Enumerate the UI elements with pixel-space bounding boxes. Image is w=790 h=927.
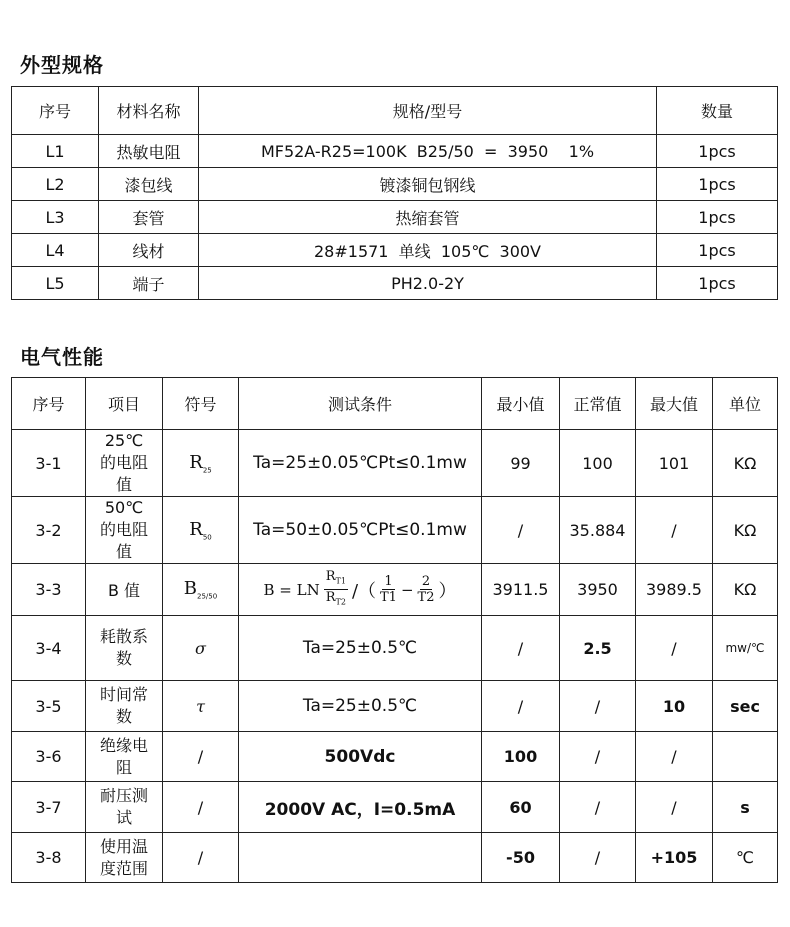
row-id: L4 [12, 234, 99, 267]
table-row [12, 681, 778, 732]
test-condition-formula [239, 564, 482, 616]
symbol: / [163, 782, 239, 833]
symbol: / [163, 833, 239, 883]
appearance-spec-table [11, 86, 778, 300]
spec-model: 镀漆铜包钢线 [199, 168, 657, 201]
table-row [12, 201, 778, 234]
unit: KΩ [713, 497, 778, 564]
item-name: 时间常数 [86, 681, 163, 732]
min-value: 100 [482, 732, 560, 782]
row-id: L5 [12, 267, 99, 300]
table-row [12, 267, 778, 300]
table-row [12, 135, 778, 168]
symbol-sub: 50 [202, 533, 212, 542]
test-condition: Ta=25±0.5℃ [239, 616, 482, 681]
min-value: / [482, 497, 560, 564]
table-header-row [12, 378, 778, 430]
test-condition: Ta=50±0.05℃Pt≤0.1mw [239, 497, 482, 564]
header-cell: 规格/型号 [199, 87, 657, 135]
symbol-main: R [189, 451, 203, 473]
item-name: 50℃的电阻值 [86, 497, 163, 564]
table-row [12, 234, 778, 267]
nominal-value: / [560, 681, 636, 732]
unit: KΩ [713, 430, 778, 497]
test-condition: 500Vdc [239, 732, 482, 782]
table-row [12, 782, 778, 833]
unit: KΩ [713, 564, 778, 616]
symbol: / [163, 732, 239, 782]
electrical-performance-table [11, 377, 778, 883]
material-name: 漆包线 [99, 168, 199, 201]
quantity: 1pcs [657, 234, 778, 267]
row-id: 3-6 [12, 732, 86, 782]
header-cell: 序号 [12, 87, 99, 135]
unit: mw/℃ [713, 616, 778, 681]
nominal-value: 3950 [560, 564, 636, 616]
header-cell: 数量 [657, 87, 778, 135]
formula-fraction [324, 569, 348, 609]
quantity: 1pcs [657, 168, 778, 201]
item-name: 耐压测试 [86, 782, 163, 833]
frac-num-sub: T1 [335, 577, 346, 586]
max-value: / [636, 782, 713, 833]
frac-num: R [325, 569, 336, 585]
unit: s [713, 782, 778, 833]
header-cell: 符号 [163, 378, 239, 430]
max-value: 10 [636, 681, 713, 732]
b-value-formula [263, 569, 456, 609]
row-id: 3-2 [12, 497, 86, 564]
max-value: / [636, 497, 713, 564]
nominal-value: / [560, 782, 636, 833]
row-id: L2 [12, 168, 99, 201]
formula-prefix: B = LN [263, 580, 320, 599]
row-id: 3-8 [12, 833, 86, 883]
spec-model: 28#1571 单线 105℃ 300V [199, 234, 657, 267]
test-condition [239, 833, 482, 883]
max-value: / [636, 732, 713, 782]
nominal-value: / [560, 732, 636, 782]
max-value: 3989.5 [636, 564, 713, 616]
unit: sec [713, 681, 778, 732]
table-row [12, 732, 778, 782]
unit: ℃ [713, 833, 778, 883]
unit [713, 732, 778, 782]
spec-model: 热缩套管 [199, 201, 657, 234]
table-row [12, 430, 778, 497]
item-name: 25℃的电阻值 [86, 430, 163, 497]
symbol [163, 430, 239, 497]
quantity: 1pcs [657, 267, 778, 300]
max-value: 101 [636, 430, 713, 497]
test-condition: Ta=25±0.05℃Pt≤0.1mw [239, 430, 482, 497]
material-name: 线材 [99, 234, 199, 267]
frac-num: 1 [384, 574, 393, 589]
min-value: 3911.5 [482, 564, 560, 616]
symbol-main: R [189, 518, 203, 540]
formula-divide-open: /（ [351, 580, 377, 602]
frac-den: T1 [380, 590, 397, 605]
frac-den: T2 [417, 590, 435, 605]
header-cell: 序号 [12, 378, 86, 430]
table-row [12, 564, 778, 616]
material-name: 端子 [99, 267, 199, 300]
row-id: 3-1 [12, 430, 86, 497]
test-condition: Ta=25±0.5℃ [239, 681, 482, 732]
section-title-appearance-spec: 外型规格 [20, 53, 104, 77]
row-id: 3-4 [12, 616, 86, 681]
symbol [163, 564, 239, 616]
row-id: L1 [12, 135, 99, 168]
symbol-sub: 25/50 [197, 592, 218, 601]
min-value: / [482, 616, 560, 681]
header-cell: 正常值 [560, 378, 636, 430]
symbol [163, 497, 239, 564]
header-cell: 材料名称 [99, 87, 199, 135]
formula-minus: − [400, 580, 414, 599]
frac-den-sub: T2 [335, 597, 346, 607]
test-condition: 2000V AC，I=0.5mA [239, 782, 482, 833]
table-row [12, 497, 778, 564]
material-name: 热敏电阻 [99, 135, 199, 168]
material-name: 套管 [99, 201, 199, 234]
table-row [12, 616, 778, 681]
row-id: 3-3 [12, 564, 86, 616]
row-id: L3 [12, 201, 99, 234]
formula-fraction [418, 574, 435, 605]
table-row [12, 168, 778, 201]
min-value: 99 [482, 430, 560, 497]
row-id: 3-7 [12, 782, 86, 833]
row-id: 3-5 [12, 681, 86, 732]
symbol-main: B [183, 578, 198, 600]
symbol: τ [163, 681, 239, 732]
item-name: 耗散系数 [86, 616, 163, 681]
header-cell: 单位 [713, 378, 778, 430]
min-value: 60 [482, 782, 560, 833]
symbol-sub: 25 [202, 466, 212, 475]
nominal-value: 100 [560, 430, 636, 497]
formula-fraction [380, 574, 397, 605]
spec-model: MF52A-R25=100K B25/50 = 3950 1% [199, 135, 657, 168]
frac-num: 2 [421, 574, 431, 589]
symbol: σ [163, 616, 239, 681]
item-name: 绝缘电阻 [86, 732, 163, 782]
header-cell: 最大值 [636, 378, 713, 430]
min-value: -50 [482, 833, 560, 883]
header-cell: 测试条件 [239, 378, 482, 430]
quantity: 1pcs [657, 135, 778, 168]
table-header-row [12, 87, 778, 135]
nominal-value: / [560, 833, 636, 883]
header-cell: 项目 [86, 378, 163, 430]
min-value: / [482, 681, 560, 732]
section-title-electrical: 电气性能 [20, 345, 104, 369]
frac-den: R [325, 590, 336, 605]
spec-model: PH2.0-2Y [199, 267, 657, 300]
header-cell: 最小值 [482, 378, 560, 430]
nominal-value: 2.5 [560, 616, 636, 681]
nominal-value: 35.884 [560, 497, 636, 564]
item-name: B 值 [86, 564, 163, 616]
item-name: 使用温度范围 [86, 833, 163, 883]
max-value: / [636, 616, 713, 681]
max-value: +105 [636, 833, 713, 883]
formula-close: ） [438, 580, 457, 602]
quantity: 1pcs [657, 201, 778, 234]
table-row [12, 833, 778, 883]
